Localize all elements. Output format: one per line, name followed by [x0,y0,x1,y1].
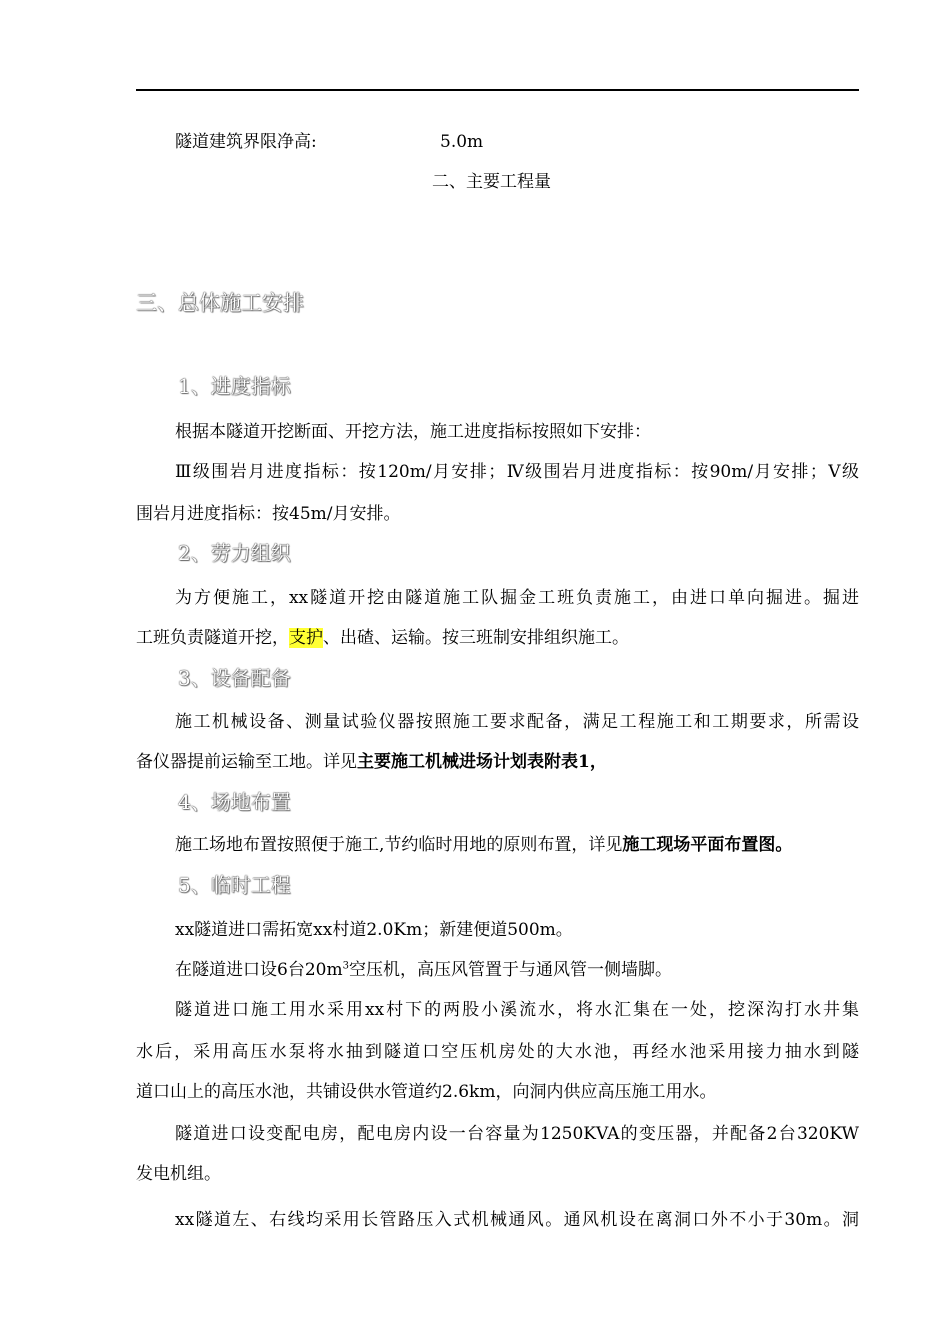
bold-reference: 施工现场平面布置图。 [622,835,793,855]
text: 、出碴、运输。按三班制安排组织施工。 [323,628,629,648]
superscript: 3 [342,960,349,972]
text: 备仪器提前运输至工地。详见 [136,752,357,772]
section-3-title: 三、总体施工安排 [136,291,304,315]
sub-heading-labor: 2、劳力组织 [178,541,291,565]
paragraph [175,958,672,982]
header-rule [136,89,859,91]
paragraph: 围岩月进度指标：按45m/月安排。 [136,504,401,524]
bold-reference: 主要施工机械进场计划表附表1， [357,752,607,772]
paragraph: xx隧道左、右线均采用长管路压入式机械通风。通风机设在离洞口外不小于30m。洞 [175,1210,859,1230]
paragraph: 施工机械设备、测量试验仪器按照施工要求配备，满足工程施工和工期要求，所需设 [175,712,859,732]
paragraph: 水后，采用高压水泵将水抽到隧道口空压机房处的大水池，再经水池采用接力抽水到隧 [136,1042,859,1062]
text: 工班负责隧道开挖， [136,628,289,648]
sub-heading-site-layout: 4、场地布置 [178,790,291,814]
paragraph [175,833,792,857]
paragraph: 道口山上的高压水池，共铺设供水管道约2.6km，向洞内供应高压施工用水。 [136,1082,717,1102]
sub-heading-progress: 1、进度指标 [178,374,291,398]
clearance-value: 5.0m [440,132,484,152]
clearance-label: 隧道建筑界限净高: [175,132,317,152]
highlighted-text: 支护 [289,628,323,648]
paragraph: 隧道进口设变配电房，配电房内设一台容量为1250KVA的变压器，并配备2台320KW [175,1124,859,1144]
paragraph [136,626,629,650]
paragraph: 隧道进口施工用水采用xx村下的两股小溪流水，将水汇集在一处，挖深沟打水井集 [175,1000,859,1020]
paragraph: Ⅲ级围岩月进度指标：按120m/月安排；Ⅳ级围岩月进度指标：按90m/月安排；Ⅴ级 [175,462,859,482]
text: 空压机，高压风管置于与通风管一侧墙脚。 [348,960,672,980]
paragraph: 根据本隧道开挖断面、开挖方法，施工进度指标按照如下安排： [175,422,651,442]
text: 施工场地布置按照便于施工,节约临时用地的原则布置，详见 [175,835,623,855]
section-2-title: 二、主要工程量 [432,172,551,192]
text: 在隧道进口设6台20m [175,960,343,980]
paragraph: xx隧道进口需拓宽xx村道2.0Km；新建便道500m。 [175,920,573,940]
paragraph: 为方便施工，xx隧道开挖由隧道施工队掘金工班负责施工，由进口单向掘进。掘进 [175,588,859,608]
paragraph: 发电机组。 [136,1164,221,1184]
sub-heading-equipment: 3、设备配备 [178,666,291,690]
sub-heading-temporary-works: 5、临时工程 [178,873,291,897]
paragraph [136,750,607,774]
